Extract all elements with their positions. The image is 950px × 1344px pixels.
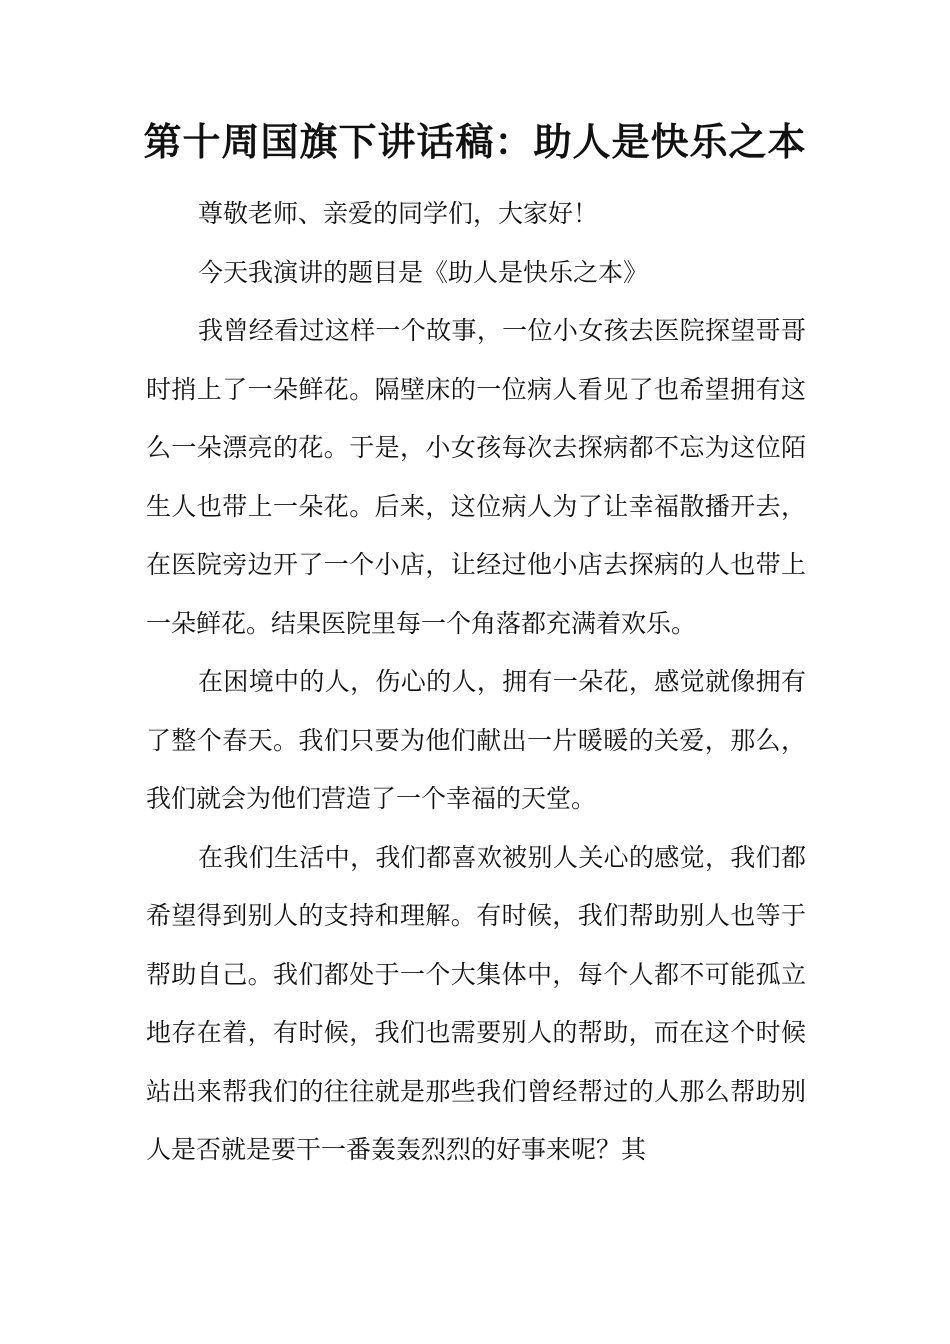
document-body [146,185,806,1180]
paragraph-topic: 今天我演讲的题目是《助人是快乐之本》 [198,257,649,287]
paragraph-reflection: 在困境中的人，伤心的人，拥有一朵花，感觉就像拥有了整个春天。我们只要为他们献出一片暖暖的关爱，那么，我们就会为他们营造了一个幸福的天堂。 [146,667,806,813]
paragraph-story: 我曾经看过这样一个故事，一位小女孩去医院探望哥哥时捎上了一朵鲜花。隔壁床的一位病人看见了也希望拥有这么一朵漂亮的花。于是，小女孩每次去探病都不忘为这位陌生人也带上一朵花。后来，这位病人为了让幸福散播开去，在医院旁边开了一个小店，让经过他小店去探病的人也带上一朵鲜花。结果医院里每一个角落都充满着欢乐。 [146,316,806,638]
paragraph-daily-life: 在我们生活中，我们都喜欢被别人关心的感觉，我们都希望得到别人的支持和理解。有时候，我们帮助别人也等于帮助自己。我们都处于一个大集体中，每个人都不可能孤立地存在着，有时候，我们也需要别人的帮助，而在这个时候站出来帮我们的往往就是那些我们曾经帮过的人那么帮助别人是否就是要干一番轰轰烈烈的好事来呢？其 [146,842,806,1164]
paragraph-greeting: 尊敬老师、亲爱的同学们，大家好！ [198,199,599,228]
document-title: 第十周国旗下讲话稿：助人是快乐之本 [143,120,807,164]
